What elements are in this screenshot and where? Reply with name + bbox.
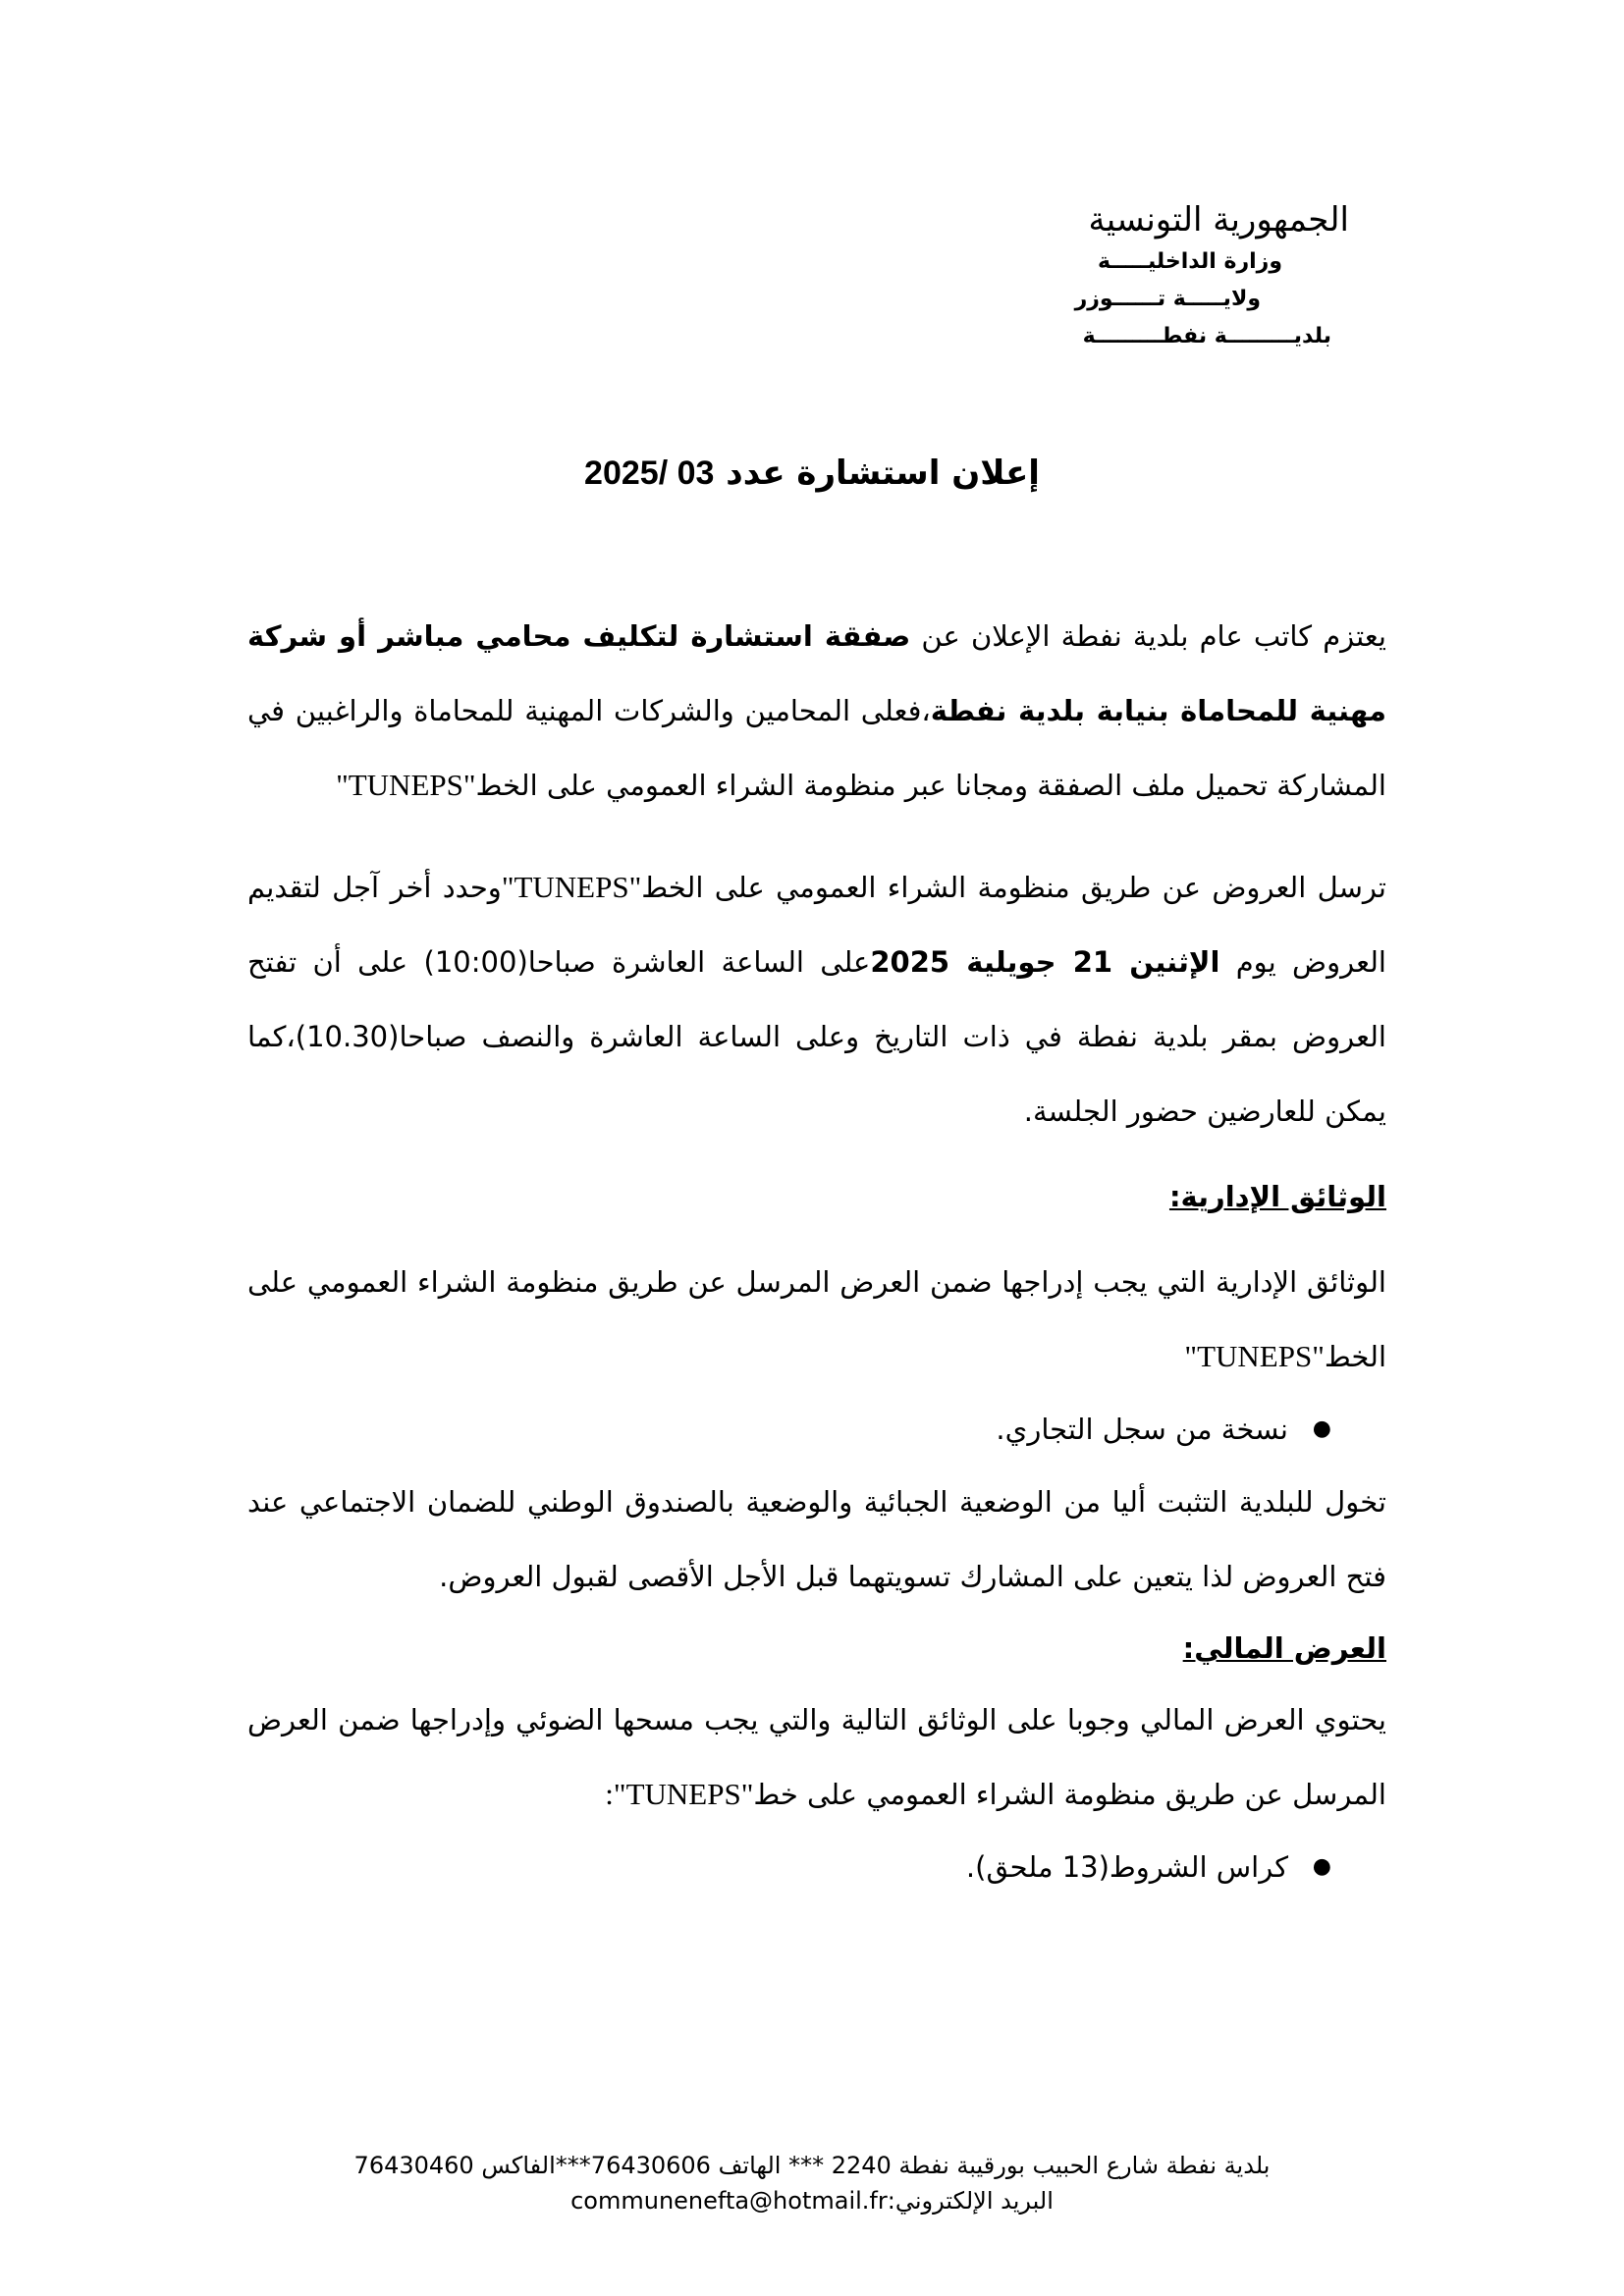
intro-text-b: ،فعلى المحامين والشركات المهنية للمحاماة والراغبين في المشاركة تحميل ملف الصفقة ومجانا عبر منظومة الشراء العمومي على الخط [247,694,1386,802]
letterhead-ministry: وزارة الداخليـــــة [1098,249,1282,274]
submission-text-c: على الساعة العاشرة صباحا(10:00) على أن تفتح العروض بمقر بلدية نفطة في ذات التاريخ وعلى الساعة العاشرة والنصف صباحا(10.30)،كما يمكن للعارضين حضور الجلسة. [247,945,1386,1128]
footer-address-line: بلدية نفطة شارع الحبيب بورقيبة نفطة 2240 *** الهاتف 76430606***الفاكس 76430460 [353,2152,1271,2179]
admin-docs-paragraph [247,1245,1386,1394]
letterhead-municipality: بلديـــــــــة نفطـــــــــة [1082,324,1331,348]
footer-email-line [0,2183,1624,2218]
intro-text-a: يعتزم كاتب عام بلدية نفطة الإعلان عن [910,619,1386,653]
submission-deadline-date: الإثنين 21 جويلية 2025 [870,945,1220,979]
financial-text: يحتوي العرض المالي وجوبا على الوثائق التالية والتي يجب مسحها الضوئي وإدراجها ضمن العرض المرسل عن طريق منظومة الشراء العمومي على خط [247,1703,1386,1811]
intro-paragraph [247,599,1386,823]
document-body [247,599,1386,1902]
letterhead [937,196,1349,355]
bullet-dot-icon: ● [1312,1416,1331,1441]
submission-text-b: وحدد أخر آجل لتقديم العروض يوم [247,871,1386,979]
footer-email-label: البريد الإلكتروني: [887,2187,1054,2215]
financial-bullet-text: كراس الشروط(13 ملحق). [965,1850,1288,1884]
admin-docs-bullet-text: نسخة من سجل التجاري. [996,1413,1288,1446]
letterhead-governorate: ولايـــــة تــــــوزر [1074,287,1261,311]
financial-bullet [247,1832,1386,1902]
submission-paragraph [247,850,1386,1148]
intro-text-bold: صفقة استشارة لتكليف محامي مباشر أو شركة مهنية للمحاماة بنيابة بلدية نفطة [247,619,1386,727]
admin-docs-tuneps: "TUNEPS" [1184,1339,1325,1373]
submission-tuneps: "TUNEPS" [501,870,642,904]
letterhead-republic: الجمهورية التونسية [1088,200,1349,240]
financial-paragraph [247,1682,1386,1832]
document-title-text: إعلان استشارة عدد [726,454,1040,493]
financial-tuneps: "TUNEPS": [605,1777,754,1811]
admin-docs-note: تخول للبلدية التثبت أليا من الوضعية الجبائية والوضعية بالصندوق الوطني للضمان الاجتماعي عند فتح العروض لذا يتعين على المشارك تسويتهما قبل الأجل الأقصى لقبول العروض. [247,1485,1386,1593]
financial-heading: العرض المالي: [1182,1631,1386,1665]
document-title-number: 03 /2025 [584,454,715,492]
document-title [0,454,1624,493]
admin-docs-heading: الوثائق الإدارية: [1168,1180,1386,1213]
admin-docs-text: الوثائق الإدارية التي يجب إدراجها ضمن العرض المرسل عن طريق منظومة الشراء العمومي على الخط [247,1265,1386,1373]
bullet-dot-icon: ● [1312,1854,1331,1879]
submission-text-a: ترسل العروض عن طريق منظومة الشراء العمومي على الخط [641,871,1386,904]
footer-email: communenefta@hotmail.fr [570,2187,888,2215]
page-footer [0,2148,1624,2218]
intro-tuneps: "TUNEPS" [336,768,476,802]
admin-docs-bullet [247,1394,1386,1465]
